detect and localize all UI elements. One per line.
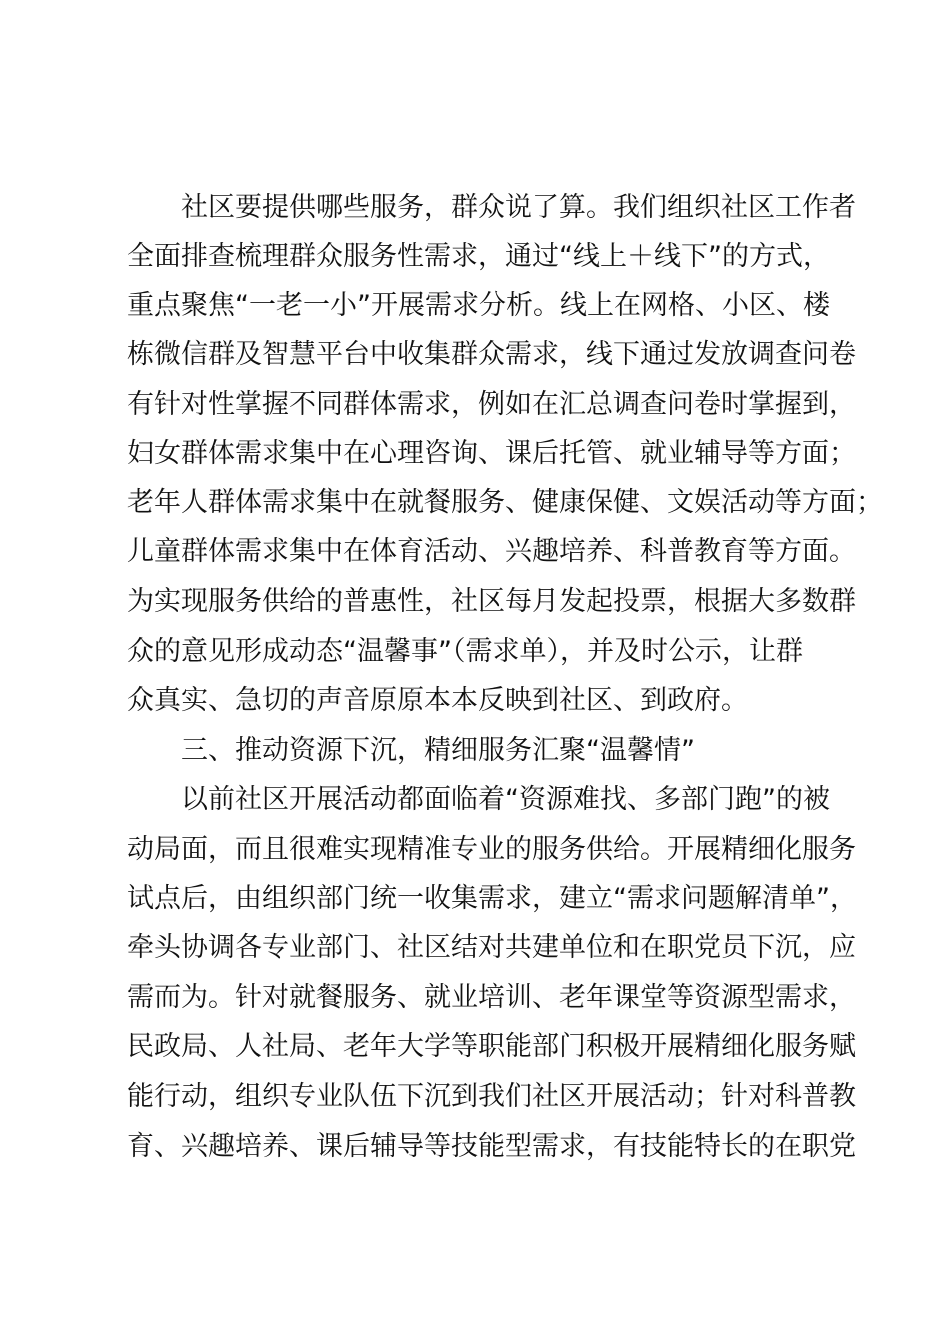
paragraph-line: 重点聚焦“一老一小”开展需求分析。线上在网格、小区、楼 [127,290,830,321]
paragraph-line: 众的意见形成动态“温馨事”（需求单），并及时公示，让群 [127,636,803,667]
paragraph-line: 能行动，组织专业队伍下沉到我们社区开展活动；针对科普教 [127,1081,856,1112]
section-heading: 三、推动资源下沉，精细服务汇聚“温馨情” [181,735,695,766]
paragraph-line: 动局面，而且很难实现精准专业的服务供给。开展精细化服务 [127,834,856,865]
paragraph-line: 老年人群体需求集中在就餐服务、健康保健、文娱活动等方面； [127,487,883,518]
paragraph-line: 妇女群体需求集中在心理咨询、课后托管、就业辅导等方面； [127,438,856,469]
paragraph-line: 牵头协调各专业部门、社区结对共建单位和在职党员下沉，应 [127,932,856,963]
paragraph-line: 有针对性掌握不同群体需求，例如在汇总调查问卷时掌握到， [127,389,856,420]
paragraph-line: 为实现服务供给的普惠性，社区每月发起投票，根据大多数群 [127,586,856,617]
paragraph-line: 试点后，由组织部门统一收集需求，建立“需求问题解清单”， [127,883,857,914]
paragraph-line: 儿童群体需求集中在体育活动、兴趣培养、科普教育等方面。 [127,536,856,567]
paragraph-line: 需而为。针对就餐服务、就业培训、老年课堂等资源型需求， [127,982,856,1013]
paragraph-line: 栋微信群及智慧平台中收集群众需求，线下通过发放调查问卷 [127,339,856,370]
paragraph-line: 众真实、急切的声音原原本本反映到社区、到政府。 [127,685,748,716]
paragraph-line: 社区要提供哪些服务，群众说了算。我们组织社区工作者 [181,192,856,223]
paragraph-line: 民政局、人社局、老年大学等职能部门积极开展精细化服务赋 [127,1031,856,1062]
paragraph-line: 全面排查梳理群众服务性需求，通过“线上＋线下”的方式， [127,241,830,272]
paragraph-line: 育、兴趣培养、课后辅导等技能型需求，有技能特长的在职党 [127,1131,856,1162]
paragraph-line: 以前社区开展活动都面临着“资源难找、多部门跑”的被 [181,784,830,815]
